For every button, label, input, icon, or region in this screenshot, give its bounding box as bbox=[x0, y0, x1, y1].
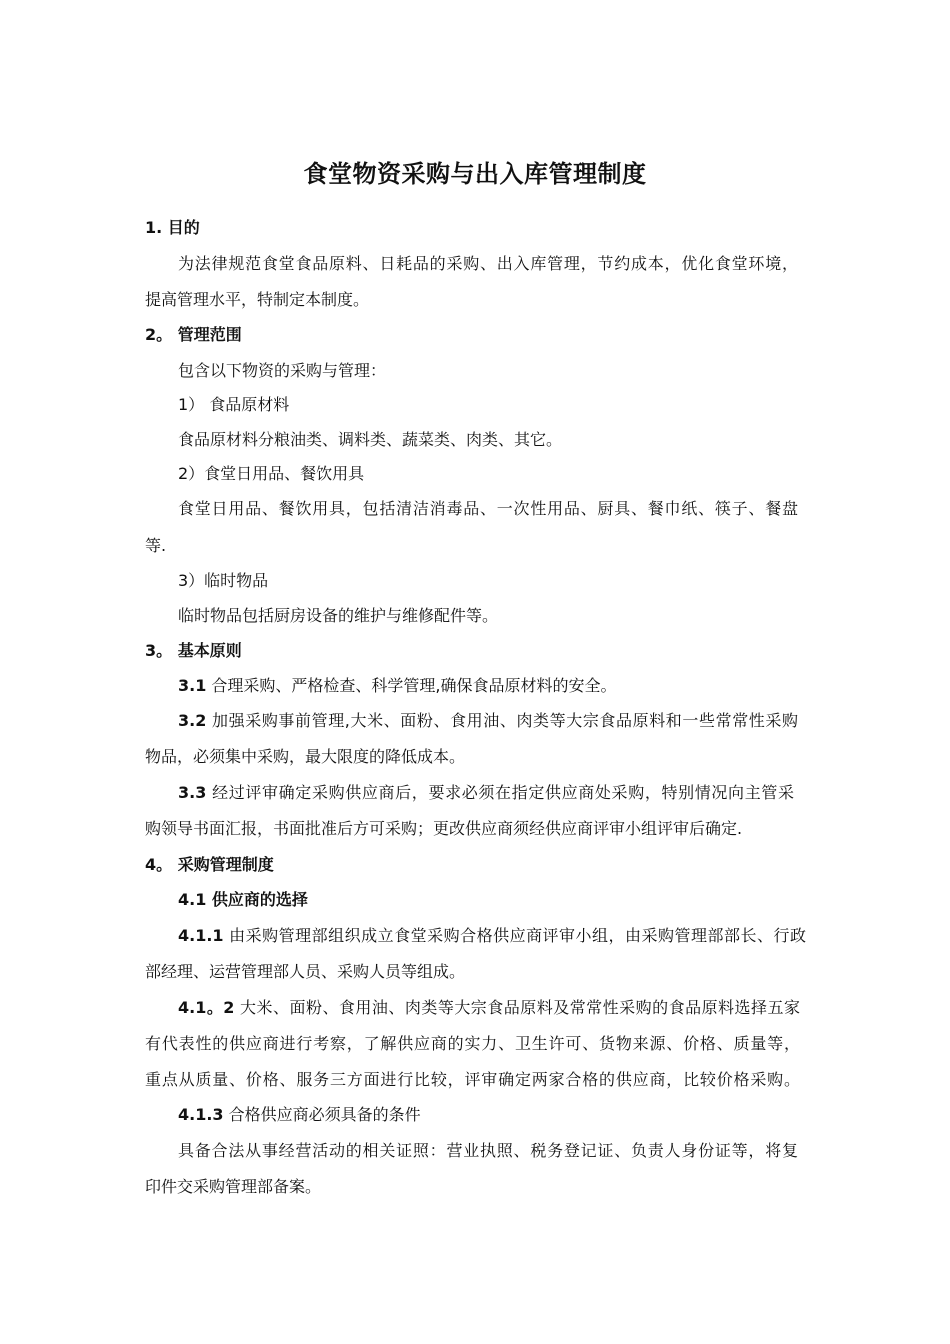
paragraph-line: 物品，必须集中采购，最大限度的降低成本。 bbox=[145, 747, 466, 766]
clause-number: 3.1 bbox=[178, 676, 207, 695]
paragraph-line: 印件交采购管理部备案。 bbox=[145, 1177, 322, 1196]
paragraph-line: 临时物品包括厨房设备的维护与维修配件等。 bbox=[178, 606, 499, 625]
clause-text: 合理采购、严格检查、科学管理,确保食品原材料的安全。 bbox=[206, 676, 617, 695]
clause-number: 3.2 bbox=[178, 711, 207, 730]
section-2-heading: 2。 管理范围 bbox=[145, 325, 242, 344]
clause-text: 由采购管理部组织成立食堂采购合格供应商评审小组，由采购管理部部长、行政 bbox=[223, 926, 806, 945]
clause-text: 加强采购事前管理,大米、面粉、食用油、肉类等大宗食品原料和一些常常性采购 bbox=[206, 711, 798, 730]
paragraph-line: 提高管理水平，特制定本制度。 bbox=[145, 290, 370, 309]
subsection-4-1-heading: 4.1 供应商的选择 bbox=[178, 890, 308, 909]
section-1-heading: 1. 目的 bbox=[145, 218, 200, 237]
list-item: 2）食堂日用品、餐饮用具 bbox=[178, 464, 365, 483]
paragraph-line: 具备合法从事经营活动的相关证照：营业执照、税务登记证、负责人身份证等，将复 bbox=[178, 1141, 798, 1160]
clause-3-3 bbox=[178, 783, 794, 803]
clause-3-1 bbox=[178, 676, 617, 696]
paragraph-line: 为法律规范食堂食品原料、日耗品的采购、出入库管理，节约成本，优化食堂环境， bbox=[178, 254, 798, 273]
clause-4-1-3 bbox=[178, 1105, 421, 1125]
clause-number: 4.1.3 bbox=[178, 1105, 224, 1124]
paragraph-line: 部经理、运营管理部人员、采购人员等组成。 bbox=[145, 962, 466, 981]
paragraph-line: 食品原材料分粮油类、调料类、蔬菜类、肉类、其它。 bbox=[178, 430, 563, 449]
paragraph-line: 包含以下物资的采购与管理： bbox=[178, 361, 387, 380]
clause-3-2 bbox=[178, 711, 798, 731]
paragraph-line: 等. bbox=[145, 536, 167, 555]
paragraph-line: 食堂日用品、餐饮用具，包括清洁消毒品、一次性用品、厨具、餐巾纸、筷子、餐盘 bbox=[178, 499, 798, 518]
clause-4-1-1 bbox=[178, 926, 806, 946]
list-item: 3）临时物品 bbox=[178, 571, 269, 590]
clause-number: 4.1。2 bbox=[178, 998, 235, 1017]
section-3-heading: 3。 基本原则 bbox=[145, 641, 242, 660]
clause-4-1-2 bbox=[178, 998, 800, 1018]
paragraph-line: 购领导书面汇报，书面批准后方可采购；更改供应商须经供应商评审小组评审后确定. bbox=[145, 819, 743, 838]
list-item: 1） 食品原材料 bbox=[178, 395, 290, 414]
clause-text: 大米、面粉、食用油、肉类等大宗食品原料及常常性采购的食品原料选择五家 bbox=[234, 998, 800, 1017]
paragraph-line: 有代表性的供应商进行考察，了解供应商的实力、卫生许可、货物来源、价格、质量等， bbox=[145, 1034, 800, 1053]
document-title: 食堂物资采购与出入库管理制度 bbox=[303, 160, 647, 188]
clause-number: 3.3 bbox=[178, 783, 207, 802]
section-4-heading: 4。 采购管理制度 bbox=[145, 855, 274, 874]
clause-text: 经过评审确定采购供应商后，要求必须在指定供应商处采购，特别情况向主管采 bbox=[206, 783, 794, 802]
clause-number: 4.1.1 bbox=[178, 926, 224, 945]
clause-text: 合格供应商必须具备的条件 bbox=[223, 1105, 421, 1124]
paragraph-line: 重点从质量、价格、服务三方面进行比较，评审确定两家合格的供应商，比较价格采购。 bbox=[145, 1070, 800, 1089]
